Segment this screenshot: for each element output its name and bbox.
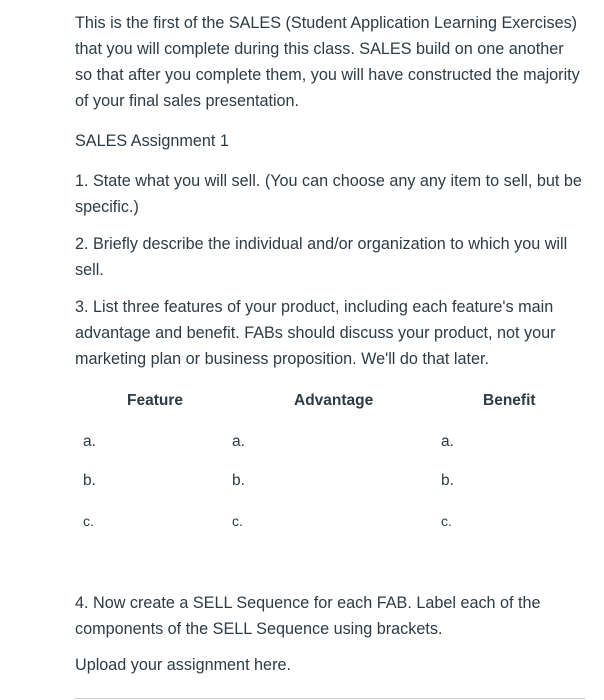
assignment-body [75, 10, 585, 380]
assignment-heading: SALES Assignment 1 [75, 132, 229, 150]
advantage-b: b. [232, 472, 245, 489]
header-feature: Feature [127, 392, 183, 409]
question-2: 2. Briefly describe the individual and/or organization to which you will sell. [75, 235, 568, 279]
fab-table [75, 385, 575, 545]
benefit-b: b. [441, 472, 454, 489]
upload-instruction: Upload your assignment here. [75, 656, 291, 674]
advantage-a: a. [232, 433, 245, 450]
benefit-c: c. [441, 513, 452, 529]
question-4: 4. Now create a SELL Sequence for each FAB. Label each of the components of the SELL Sequence using brackets. [75, 594, 541, 638]
assignment-footer [75, 590, 585, 678]
header-benefit: Benefit [483, 392, 536, 409]
intro-paragraph: This is the first of the SALES (Student Application Learning Exercises) that you will complete during this class. SALES build on one another so that after you complete them, you will have constructed the majority of your final sales presentation. [75, 14, 580, 110]
question-3: 3. List three features of your product, including each feature's main advantage and benefit. FABs should discuss your product, not your marketing plan or business proposition. We'll do that later. [75, 298, 556, 368]
header-advantage: Advantage [294, 392, 374, 409]
question-1: 1. State what you will sell. (You can choose any any item to sell, but be specific.) [75, 172, 582, 216]
advantage-c: c. [232, 513, 243, 529]
divider [75, 698, 585, 699]
feature-b: b. [83, 472, 96, 489]
feature-c: c. [83, 513, 94, 529]
benefit-a: a. [441, 433, 454, 450]
feature-a: a. [83, 433, 96, 450]
